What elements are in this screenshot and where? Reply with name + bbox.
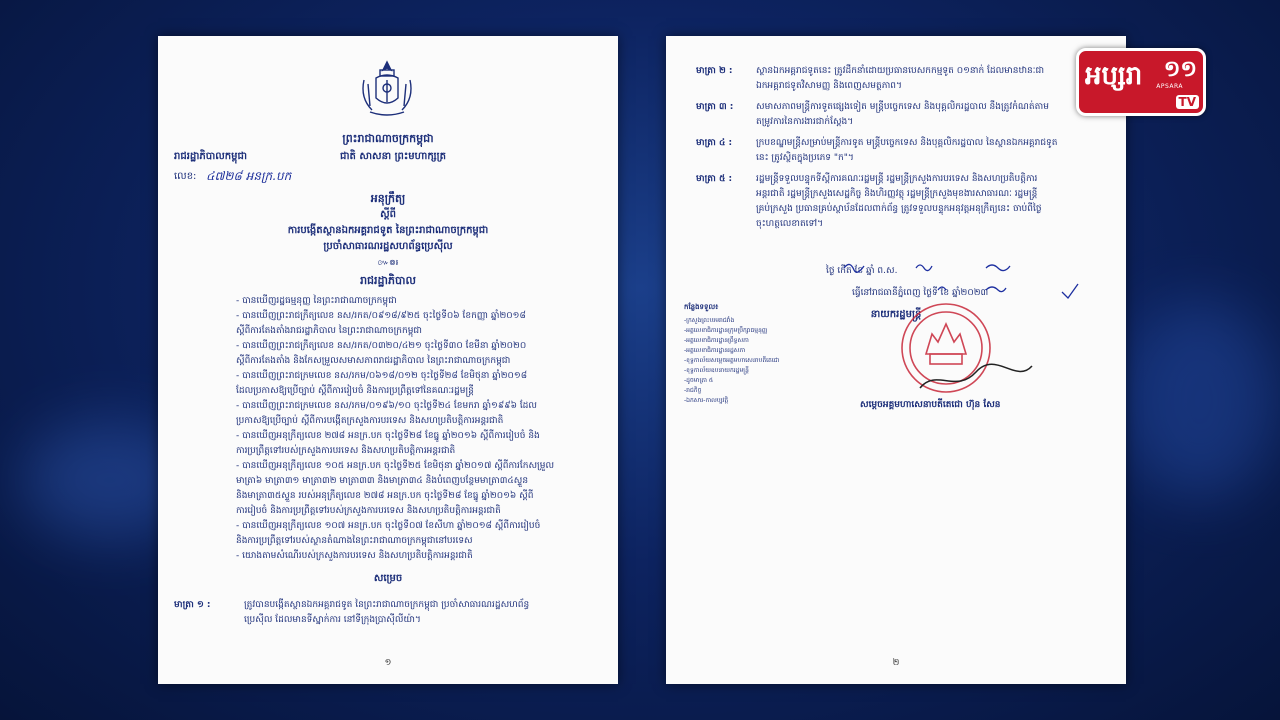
- article-3-label: មាត្រា ៣ :: [696, 102, 734, 112]
- clause-line: ការប្រព្រឹត្តទៅរបស់ក្រសួងការបរទេស និងសហប្រតិបត្តិការអន្តរជាតិ: [236, 446, 456, 456]
- page-number: ១: [384, 658, 392, 668]
- signature-mark: [916, 358, 1036, 398]
- royal-coat-of-arms-icon: [354, 58, 420, 120]
- logo-channel-number: ១១: [1163, 57, 1197, 82]
- government-header: រាជរដ្ឋាភិបាលកម្ពុជា: [174, 151, 247, 162]
- article-5-label: មាត្រា ៥ :: [696, 174, 733, 184]
- clause-line: ស្តីពីការតែងតាំងរាជរដ្ឋាភិបាល នៃព្រះរាជាណាចក្រកម្ពុជា: [236, 326, 422, 336]
- decree-type: អនុក្រឹត្យ: [370, 192, 406, 205]
- article-2-text: ឯកអគ្គរាជទូតវិសាមញ្ញ និងពេញសមត្ថភាព។: [756, 81, 902, 91]
- article-1-label: មាត្រា ១ :: [174, 600, 211, 610]
- logo-tv-badge: TV: [1176, 95, 1199, 109]
- document-page-2: [666, 36, 1126, 684]
- signer-name: សម្តេចអគ្គមហាសេនាបតីតេជោ ហ៊ុន សែន: [860, 400, 1001, 410]
- decree-regarding: ស្តីពី: [380, 209, 396, 220]
- article-5-text: ចុះហត្ថលេខាតទៅ។: [756, 219, 824, 229]
- logo-brand-text: APSARA: [1156, 83, 1183, 90]
- clause-line: ការរៀបចំ និងការប្រព្រឹត្តទៅរបស់ក្រសួងការបរទេស និងសហប្រតិបត្តិការអន្តរជាតិ: [236, 506, 501, 516]
- article-3-text: តម្រូវការនៃការងារជាក់ស្តែង។: [756, 117, 854, 127]
- article-5-text: អន្តរជាតិ រដ្ឋមន្ត្រីក្រសួងសេដ្ឋកិច្ច និងហិរញ្ញវត្ថុ រដ្ឋមន្ត្រីក្រសួងមុខងារសាធារណៈ រដ្ឋមន្ត្រី: [756, 189, 1038, 199]
- article-1-text: ប្រេស៊ីល ដែលមានទីស្នាក់ការ នៅទីក្រុងប្រាស៊ីលីយ៉ា។: [244, 615, 421, 625]
- national-motto: ជាតិ សាសនា ព្រះមហាក្សត្រ: [340, 151, 446, 162]
- article-4-text: ក្របខណ្ឌមន្ត្រីសម្រាប់មន្ត្រីការទូត មន្ត្រីបច្ចេកទេស និងបុគ្គលិករដ្ឋបាល នៃស្ថានឯកអគ្គរាជទូត: [756, 138, 1058, 148]
- clause-line: - យោងតាមសំណើរបស់ក្រសួងការបរទេស និងសហប្រតិបត្តិការអន្តរជាតិ: [236, 551, 473, 561]
- decree-subject-line-1: ការបង្កើតស្ថានឯកអគ្គរាជទូត នៃព្រះរាជាណាចក្រកម្ពុជា: [287, 225, 489, 236]
- cc-item: -ក្រសួងព្រះបរមរាជវាំង: [684, 317, 735, 324]
- article-1-text: ត្រូវបានបង្កើតស្ថានឯកអគ្គរាជទូត នៃព្រះរាជាណាចក្រកម្ពុជា ប្រចាំសាធារណរដ្ឋសហព័ន្ធ: [244, 600, 530, 610]
- clause-line: - បានឃើញអនុក្រឹត្យលេខ ១០៧ អនក្រ.បក ចុះថ្ងៃទី០៧ ខែសីហា ឆ្នាំ២០១៨ ស្តីពីការរៀបចំ: [236, 521, 541, 531]
- decree-number-label: លេខ:: [174, 171, 197, 182]
- article-2-text: ស្ថានឯកអគ្គរាជទូតនេះ ត្រូវដឹកនាំដោយប្រធានបេសកកម្មទូត ០១នាក់ ដែលមានឋានៈជា: [756, 66, 1045, 76]
- article-2-label: មាត្រា ២ :: [696, 66, 733, 76]
- place-date-line: ធ្វើនៅរាជធានីភ្នំពេញ ថ្ងៃទី ខែ ឆ្នាំ២០២៣: [852, 288, 989, 298]
- clause-line: - បានឃើញរដ្ឋធម្មនុញ្ញ នៃព្រះរាជាណាចក្រកម្ពុជា: [236, 296, 397, 306]
- clause-line: - បានឃើញព្រះរាជក្រឹត្យលេខ នស/រកត/០៩១៨/៩២៥ ចុះថ្ងៃទី០៦ ខែកញ្ញា ឆ្នាំ២០១៨: [236, 311, 526, 321]
- cc-item: -អគ្គលេខាធិការដ្ឋានព្រឹទ្ធសភា: [684, 337, 749, 344]
- clause-line: - បានឃើញព្រះរាជក្រមលេខ នស/រកម/០១៩៦/១០ ចុះថ្ងៃទី២៤ ខែមករា ឆ្នាំ១៩៩៦ ដែល: [236, 401, 537, 411]
- article-5-text: រដ្ឋមន្ត្រីទទួលបន្ទុកទីស្តីការគណៈរដ្ឋមន្ត្រី រដ្ឋមន្ត្រីក្រសួងការបរទេស និងសហប្រតិបត្តិការ: [756, 174, 1038, 184]
- clause-line: និងមាត្រា៣៥ស្ទួន របស់អនុក្រឹត្យលេខ ២៧៨ អនក្រ.បក ចុះថ្ងៃទី២៨ ខែធ្នូ ឆ្នាំ២០១៦ ស្តីពី: [236, 491, 534, 501]
- clause-line: - បានឃើញព្រះរាជក្រមលេខ នស/រកម/០៦១៨/០១២ ចុះថ្ងៃទី២៨ ខែមិថុនា ឆ្នាំ២០១៨: [236, 371, 528, 381]
- article-3-text: សមាសភាពមន្ត្រីការទូតផ្សេងទៀត មន្ត្រីបច្ចេកទេស និងបុគ្គលិករដ្ឋបាល នឹងត្រូវកំណត់តាម: [756, 102, 1049, 112]
- section-title-government: រាជរដ្ឋាភិបាល: [360, 274, 416, 287]
- clause-line: - បានឃើញអនុក្រឹត្យលេខ ១០៥ អនក្រ.បក ចុះថ្ងៃទី២៥ ខែមិថុនា ឆ្នាំ២០១៧ ស្តីពីការកែសម្រួល: [236, 461, 555, 471]
- lunar-date-line: ថ្ងៃ កើត ខែ ឆ្នាំ ព.ស.: [826, 266, 898, 276]
- document-page-1: [158, 36, 618, 684]
- clause-line: ស្តីពីការតែងតាំង និងកែសម្រួលសមាសភាពរាជរដ្ឋាភិបាល នៃព្រះរាជាណាចក្រកម្ពុជា: [236, 356, 511, 366]
- article-4-label: មាត្រា ៤ :: [696, 138, 733, 148]
- decision-title: សម្រេច: [373, 573, 403, 584]
- cc-item: -អគ្គលេខាធិការដ្ឋានរដ្ឋសភា: [684, 347, 746, 354]
- cc-item: -ខុទ្ទកាល័យសម្តេចអគ្គមហាសេនាបតីតេជោ: [684, 357, 780, 364]
- article-4-text: នេះ ត្រូវស្ថិតក្នុងប្រភេទ "ក"។: [756, 153, 854, 163]
- kingdom-title: ព្រះរាជាណាចក្រកម្ពុជា: [342, 132, 434, 145]
- clause-line: ប្រកាសឱ្យប្រើច្បាប់ ស្តីពីការបង្កើតក្រសួងការបរទេស និងសហប្រតិបត្តិការអន្តរជាតិ: [236, 416, 504, 426]
- cc-item: -ឯកសារ-កាលប្បវត្តិ: [684, 397, 729, 404]
- clause-line: - បានឃើញព្រះរាជក្រឹត្យលេខ នស/រកត/០៣២០/៤២១ ចុះថ្ងៃទី៣០ ខែមីនា ឆ្នាំ២០២០: [236, 341, 527, 351]
- clause-line: មាត្រា៦ មាត្រា៣១ មាត្រា៣២ មាត្រា៣៣ និងមាត្រា៣៤ និងបំពេញបន្ថែមមាត្រា៣៤ស្ទួន: [236, 476, 529, 486]
- cc-item: -ដូចមាត្រា ៥: [684, 377, 714, 384]
- page-number: ២: [892, 658, 900, 668]
- cc-item: -រាជកិច្ច: [684, 387, 702, 394]
- article-5-text: គ្រប់ក្រសួង ប្រធានគ្រប់ស្ថាប័នដែលពាក់ព័ន្ធ ត្រូវទទួលបន្ទុកអនុវត្តអនុក្រឹត្យនេះ ចាប់ពីថ្ងៃ: [756, 204, 1042, 214]
- logo-main-text: អប្សរា: [1085, 61, 1143, 91]
- cc-title: កន្លែងទទួល៖: [684, 303, 719, 311]
- clause-line: និងការប្រព្រឹត្តទៅរបស់ស្ថានតំណាងនៃព្រះរាជាណាចក្រកម្ពុជានៅបរទេស: [236, 536, 473, 546]
- decree-subject-line-2: ប្រចាំសាធារណរដ្ឋសហព័ន្ធប្រេស៊ីល: [323, 241, 453, 252]
- ornament-divider: ៚៙៛: [377, 258, 399, 267]
- clause-line: - បានឃើញអនុក្រឹត្យលេខ ២៧៨ អនក្រ.បក ចុះថ្ងៃទី២៨ ខែធ្នូ ឆ្នាំ២០១៦ ស្តីពីការរៀបចំ និង: [236, 431, 540, 441]
- cc-item: -ខុទ្ទកាល័យឧបនាយករដ្ឋមន្ត្រី: [684, 367, 749, 374]
- decree-number-handwritten: ៤៧២៨ អនក្រ.បក: [206, 169, 292, 183]
- prime-minister-title: នាយករដ្ឋមន្ត្រី: [870, 309, 922, 320]
- apsara-tv-logo: [1076, 48, 1206, 116]
- cc-item: -អគ្គលេខាធិការដ្ឋានក្រុមប្រឹក្សាធម្មនុញ្ញ: [684, 327, 768, 334]
- clause-line: ដែលប្រកាសឱ្យប្រើច្បាប់ ស្តីពីការរៀបចំ និងការប្រព្រឹត្តទៅនៃគណៈរដ្ឋមន្ត្រី: [236, 386, 474, 396]
